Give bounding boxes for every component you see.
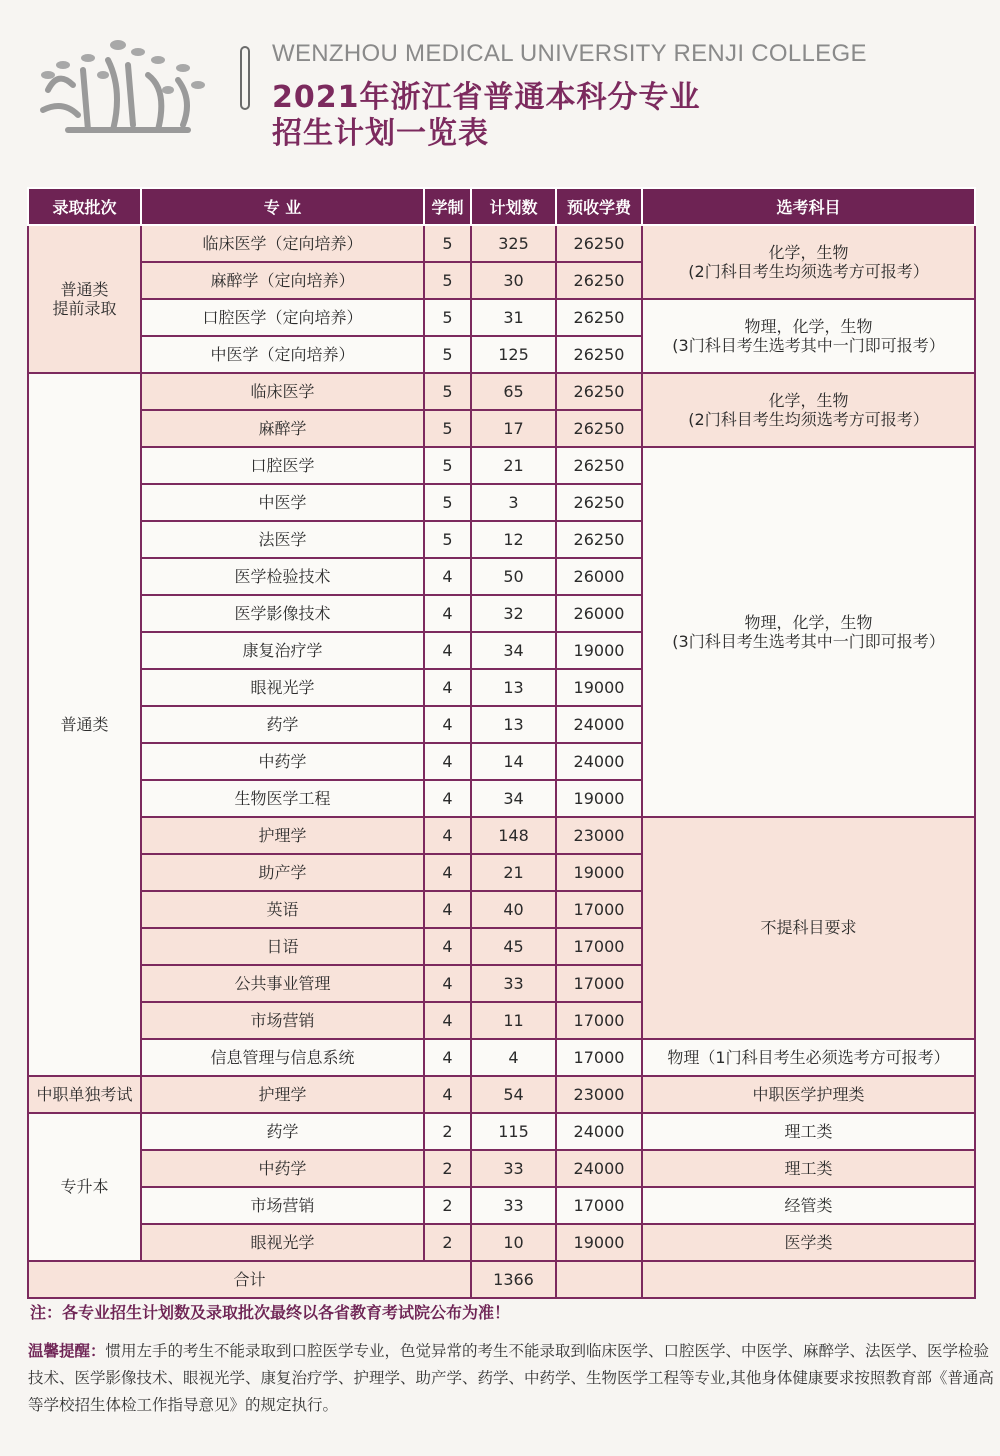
- plan-cell: 34: [471, 780, 556, 817]
- subjects-cell: [642, 373, 975, 447]
- health-reminder: [28, 1338, 996, 1419]
- fee-cell: 26250: [556, 299, 642, 336]
- plan-cell: 45: [471, 928, 556, 965]
- plan-cell: 30: [471, 262, 556, 299]
- years-cell: 4: [424, 928, 471, 965]
- major-cell: 英语: [141, 891, 424, 928]
- fee-cell: 26250: [556, 373, 642, 410]
- plan-cell: 21: [471, 447, 556, 484]
- fee-cell: 24000: [556, 706, 642, 743]
- years-cell: 5: [424, 447, 471, 484]
- subjects-text: 物理，化学，生物 (3门科目考生选考其中一门即可报考）: [672, 612, 945, 651]
- col-header-plan: 计划数: [471, 188, 556, 225]
- plan-cell: 4: [471, 1039, 556, 1076]
- batch-cell: 中职单独考试: [28, 1076, 141, 1113]
- years-cell: 4: [424, 743, 471, 780]
- years-cell: 5: [424, 484, 471, 521]
- fee-cell: 24000: [556, 1150, 642, 1187]
- major-cell: 中药学: [141, 1150, 424, 1187]
- major-cell: 公共事业管理: [141, 965, 424, 1002]
- subjects-cell: 经管类: [642, 1187, 975, 1224]
- years-cell: 5: [424, 262, 471, 299]
- major-cell: 临床医学（定向培养）: [141, 225, 424, 262]
- years-cell: 4: [424, 632, 471, 669]
- table-row: [28, 1224, 975, 1261]
- years-cell: 5: [424, 299, 471, 336]
- years-cell: 2: [424, 1113, 471, 1150]
- batch-cell: 普通类: [28, 373, 141, 1076]
- major-cell: 医学检验技术: [141, 558, 424, 595]
- plan-cell: 148: [471, 817, 556, 854]
- batch-cell: [28, 225, 141, 373]
- subjects-cell: 中职医学护理类: [642, 1076, 975, 1113]
- plan-cell: 32: [471, 595, 556, 632]
- years-cell: 4: [424, 965, 471, 1002]
- major-cell: 口腔医学（定向培养）: [141, 299, 424, 336]
- fee-cell: 24000: [556, 743, 642, 780]
- years-cell: 4: [424, 1002, 471, 1039]
- fee-cell: 26250: [556, 484, 642, 521]
- fee-cell: 19000: [556, 669, 642, 706]
- reminder-text: 惯用左手的考生不能录取到口腔医学专业，色觉异常的考生不能录取到临床医学、口腔医学、中医学、麻醉学、法医学、医学检验技术、医学影像技术、眼视光学、康复治疗学、护理学、助产学、药学、中药学、生物医学工程等专业,其他身体健康要求按照教育部《普通高等学校招生体检工作指导意见》的规定执行。: [28, 1342, 994, 1414]
- table-row: [28, 1150, 975, 1187]
- batch-cell: 专升本: [28, 1113, 141, 1261]
- major-cell: 麻醉学（定向培养）: [141, 262, 424, 299]
- major-cell: 市场营销: [141, 1002, 424, 1039]
- page-title-line1: 2021年浙江省普通本科分专业: [272, 80, 701, 115]
- years-cell: 4: [424, 891, 471, 928]
- major-cell: 药学: [141, 1113, 424, 1150]
- plan-cell: 13: [471, 706, 556, 743]
- plan-cell: 54: [471, 1076, 556, 1113]
- plan-cell: 325: [471, 225, 556, 262]
- plan-cell: 17: [471, 410, 556, 447]
- page-title-line2: 招生计划一览表: [272, 116, 489, 151]
- plan-cell: 3: [471, 484, 556, 521]
- years-cell: 2: [424, 1187, 471, 1224]
- plan-cell: 13: [471, 669, 556, 706]
- major-cell: 助产学: [141, 854, 424, 891]
- major-cell: 医学影像技术: [141, 595, 424, 632]
- fee-cell: 19000: [556, 632, 642, 669]
- table-row: [28, 1039, 975, 1076]
- major-cell: 中药学: [141, 743, 424, 780]
- total-row: [28, 1261, 975, 1298]
- plan-cell: 14: [471, 743, 556, 780]
- years-cell: 4: [424, 706, 471, 743]
- fee-cell: 19000: [556, 1224, 642, 1261]
- subjects-cell: [642, 225, 975, 299]
- major-cell: 康复治疗学: [141, 632, 424, 669]
- years-cell: 5: [424, 410, 471, 447]
- table-row: [28, 1187, 975, 1224]
- table-row: [28, 1113, 975, 1150]
- years-cell: 4: [424, 780, 471, 817]
- subjects-text: 物理，化学，生物 (3门科目考生选考其中一门即可报考）: [672, 316, 945, 355]
- plan-cell: 40: [471, 891, 556, 928]
- major-cell: 中医学（定向培养）: [141, 336, 424, 373]
- plan-cell: 11: [471, 1002, 556, 1039]
- table-row: [28, 299, 975, 336]
- subjects-cell: [642, 299, 975, 373]
- fee-cell: 19000: [556, 780, 642, 817]
- plan-cell: 125: [471, 336, 556, 373]
- major-cell: 药学: [141, 706, 424, 743]
- total-label: 合计: [28, 1261, 471, 1298]
- years-cell: 5: [424, 521, 471, 558]
- fee-cell: 19000: [556, 854, 642, 891]
- major-cell: 护理学: [141, 1076, 424, 1113]
- subjects-cell: 物理（1门科目考生必须选考方可报考）: [642, 1039, 975, 1076]
- subjects-cell: 医学类: [642, 1224, 975, 1261]
- total-value: 1366: [471, 1261, 556, 1298]
- plan-cell: 21: [471, 854, 556, 891]
- fee-cell: 26250: [556, 225, 642, 262]
- major-cell: 口腔医学: [141, 447, 424, 484]
- page-header: [0, 0, 1000, 170]
- subjects-text: 化学，生物 (2门科目考生均须选考方可报考）: [688, 242, 929, 281]
- fee-cell: 24000: [556, 1113, 642, 1150]
- table-row: [28, 373, 975, 410]
- years-cell: 4: [424, 595, 471, 632]
- major-cell: 眼视光学: [141, 1224, 424, 1261]
- plan-cell: 50: [471, 558, 556, 595]
- fee-cell: 26250: [556, 447, 642, 484]
- fee-cell: 17000: [556, 928, 642, 965]
- years-cell: 4: [424, 817, 471, 854]
- fee-cell: 17000: [556, 1187, 642, 1224]
- col-header-batch: 录取批次: [28, 188, 141, 225]
- plan-cell: 12: [471, 521, 556, 558]
- major-cell: 麻醉学: [141, 410, 424, 447]
- subjects-cell: 理工类: [642, 1150, 975, 1187]
- years-cell: 4: [424, 558, 471, 595]
- table-row: [28, 817, 975, 854]
- years-cell: 2: [424, 1150, 471, 1187]
- plan-cell: 10: [471, 1224, 556, 1261]
- table-row: [28, 1076, 975, 1113]
- years-cell: 4: [424, 854, 471, 891]
- footnote: 注：各专业招生计划数及录取批次最终以各省教育考试院公布为准！: [30, 1303, 511, 1322]
- subjects-cell: 不提科目要求: [642, 817, 975, 1039]
- batch-label: 普通类 提前录取: [52, 279, 117, 318]
- years-cell: 5: [424, 225, 471, 262]
- plan-cell: 65: [471, 373, 556, 410]
- major-cell: 市场营销: [141, 1187, 424, 1224]
- fee-cell: 17000: [556, 1002, 642, 1039]
- plan-cell: 33: [471, 1150, 556, 1187]
- fee-cell: 26000: [556, 558, 642, 595]
- plan-cell: 115: [471, 1113, 556, 1150]
- major-cell: 信息管理与信息系统: [141, 1039, 424, 1076]
- subjects-text: 化学，生物 (2门科目考生均须选考方可报考）: [688, 390, 929, 429]
- plan-cell: 31: [471, 299, 556, 336]
- years-cell: 4: [424, 669, 471, 706]
- reminder-lead: 温馨提醒：: [28, 1342, 106, 1360]
- major-cell: 日语: [141, 928, 424, 965]
- table-row: [28, 225, 975, 262]
- total-fee-empty: [556, 1261, 642, 1298]
- fee-cell: 17000: [556, 891, 642, 928]
- fee-cell: 26250: [556, 262, 642, 299]
- major-cell: 临床医学: [141, 373, 424, 410]
- fee-cell: 17000: [556, 965, 642, 1002]
- total-subjects-empty: [642, 1261, 975, 1298]
- subjects-cell: [642, 447, 975, 817]
- major-cell: 生物医学工程: [141, 780, 424, 817]
- tree-logo-icon: [28, 30, 213, 140]
- fee-cell: 26000: [556, 595, 642, 632]
- plan-cell: 33: [471, 965, 556, 1002]
- fee-cell: 17000: [556, 1039, 642, 1076]
- col-header-fee: 预收学费: [556, 188, 642, 225]
- enrollment-plan-table: [27, 187, 976, 1299]
- major-cell: 护理学: [141, 817, 424, 854]
- col-header-years: 学制: [424, 188, 471, 225]
- subjects-cell: 理工类: [642, 1113, 975, 1150]
- years-cell: 2: [424, 1224, 471, 1261]
- years-cell: 5: [424, 336, 471, 373]
- fee-cell: 26250: [556, 336, 642, 373]
- major-cell: 法医学: [141, 521, 424, 558]
- plan-cell: 33: [471, 1187, 556, 1224]
- years-cell: 4: [424, 1039, 471, 1076]
- major-cell: 中医学: [141, 484, 424, 521]
- col-header-major: 专 业: [141, 188, 424, 225]
- fee-cell: 23000: [556, 817, 642, 854]
- fee-cell: 26250: [556, 521, 642, 558]
- plan-cell: 34: [471, 632, 556, 669]
- header-divider: [240, 46, 250, 110]
- col-header-subjects: 选考科目: [642, 188, 975, 225]
- fee-cell: 26250: [556, 410, 642, 447]
- years-cell: 5: [424, 373, 471, 410]
- english-college-name: WENZHOU MEDICAL UNIVERSITY RENJI COLLEGE: [272, 40, 867, 67]
- table-row: [28, 447, 975, 484]
- major-cell: 眼视光学: [141, 669, 424, 706]
- fee-cell: 23000: [556, 1076, 642, 1113]
- table-header-row: [28, 188, 975, 225]
- years-cell: 4: [424, 1076, 471, 1113]
